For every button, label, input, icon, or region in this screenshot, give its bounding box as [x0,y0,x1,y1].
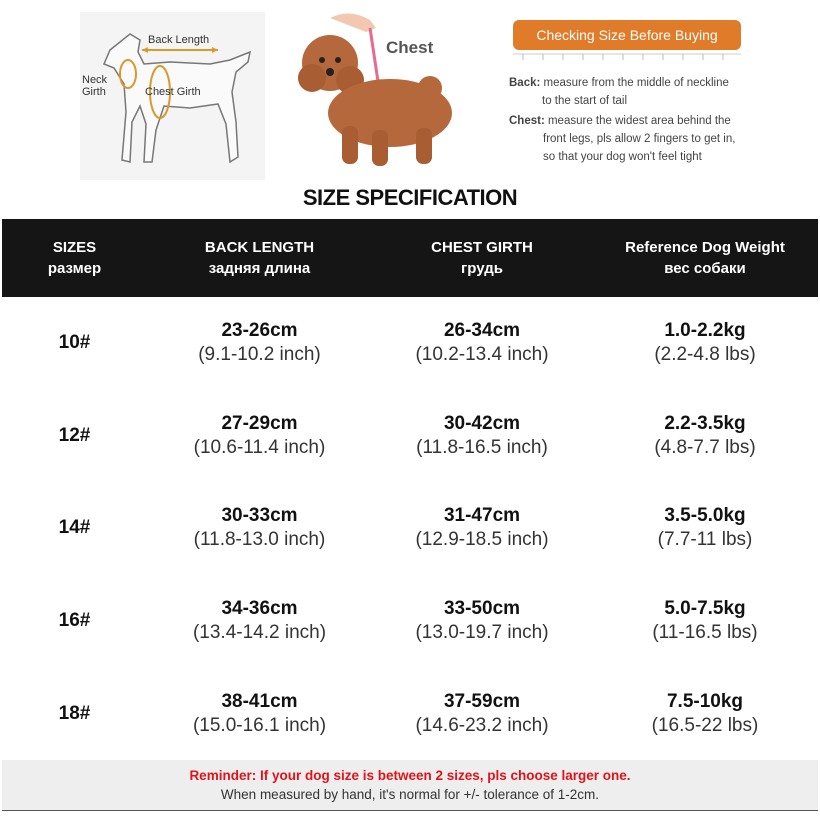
header-dog-weight [592,219,818,297]
size-spec-title: SIZE SPECIFICATION [302,185,518,210]
size-value: 14# [58,517,91,539]
back-length-inch: (11.8-13.0 inch) [193,529,326,551]
chest-girth-inch: (12.9-18.5 inch) [415,529,549,551]
back-instruction-line2: to the start of tail [542,95,628,107]
chest-instruction-text1: measure the widest area behind the [544,115,731,127]
back-length-cm: 27-29cm [221,412,298,434]
poodle-image-icon [290,8,470,174]
size-table [2,219,818,760]
chest-girth-cell [372,390,592,483]
back-length-label: Back Length [148,34,210,46]
table-row [2,390,818,483]
back-length-cell [147,575,372,668]
size-cell [2,667,147,760]
back-length-inch: (13.4-14.2 inch) [192,622,327,644]
back-length-inch: (9.1-10.2 inch) [198,344,321,366]
chest-girth-cm: 37-59cm [443,690,521,712]
chest-instruction-line2: front legs, pls allow 2 fingers to get in, [543,133,736,145]
table-header-row [2,219,818,297]
weight-lbs: (11-16.5 lbs) [652,622,758,644]
weight-cell [592,575,818,668]
chest-girth-inch: (14.6-23.2 inch) [415,714,549,736]
table-row [2,667,818,760]
weight-cell [592,667,818,760]
chest-girth-cell [372,667,592,760]
weight-lbs: (4.8-7.7 lbs) [654,436,756,458]
chest-girth-inch: (11.8-16.5 inch) [416,436,548,458]
size-value: 18# [58,702,91,724]
weight-lbs: (16.5-22 lbs) [651,714,759,736]
bottom-divider [2,810,818,811]
chest-girth-inch: (13.0-19.7 inch) [415,622,549,644]
tape-measure-icon [513,52,741,64]
table-row [2,482,818,575]
back-length-cell [147,482,372,575]
header-back-length [147,219,372,297]
header-back-length-en: BACK LENGTH [204,239,315,256]
footer-note [2,760,818,810]
weight-cell [592,482,818,575]
header-dog-weight-ru: вес собаки [664,260,746,277]
weight-kg: 2.2-3.5kg [664,412,746,434]
back-length-cm: 38-41cm [221,690,298,712]
checking-size-panel [505,14,755,174]
header-sizes-en: SIZES [52,239,97,256]
reminder-text: Reminder: If your dog size is between 2 sizes, pls choose larger one. [189,768,631,783]
size-cell [2,575,147,668]
size-cell [2,482,147,575]
chest-girth-cm: 30-42cm [443,412,521,434]
header-chest-girth-ru: грудь [461,260,503,277]
header-back-length-ru: задняя длина [208,260,311,277]
back-length-cm: 34-36cm [221,598,298,620]
chest-girth-cm: 31-47cm [443,505,521,527]
weight-kg: 7.5-10kg [666,690,744,712]
chest-girth-cell [372,575,592,668]
header-sizes [2,219,147,297]
size-cell [2,390,147,483]
header-chest-girth-en: CHEST GIRTH [431,239,533,256]
weight-kg: 1.0-2.2kg [664,320,746,342]
chest-girth-cm: 33-50cm [443,598,521,620]
table-row [2,297,818,390]
back-length-cell [147,390,372,483]
back-length-cell [147,297,372,390]
size-value: 10# [58,332,91,354]
chest-term: Chest: [509,115,545,127]
size-value: 12# [58,424,91,446]
chest-girth-inch: (10.2-13.4 inch) [415,344,549,366]
weight-cell [592,390,818,483]
dog-measurement-diagram [80,12,265,180]
back-instruction-text1: measure from the middle of neckline [540,77,729,89]
weight-kg: 5.0-7.5kg [664,598,746,620]
back-length-cm: 30-33cm [221,505,298,527]
table-row [2,575,818,668]
weight-lbs: (7.7-11 lbs) [657,529,753,551]
header-dog-weight-en: Reference Dog Weight [625,239,785,256]
back-length-inch: (15.0-16.1 inch) [192,714,327,736]
size-cell [2,297,147,390]
neck-girth-label-line2: Girth [82,86,106,98]
chest-instruction-line1 [509,112,731,130]
size-value: 16# [58,610,91,632]
chest-instruction-line3: so that your dog won't feel tight [543,151,702,163]
chest-girth-cm: 26-34cm [443,320,521,342]
chest-photo-label: Chest [386,38,434,57]
chest-girth-label: Chest Girth [145,86,201,98]
back-length-inch: (10.6-11.4 inch) [193,436,326,458]
illustration-strip [0,0,820,180]
poodle-photo [290,8,470,174]
chest-girth-cell [372,297,592,390]
back-length-cell [147,667,372,760]
back-length-cm: 23-26cm [221,320,298,342]
back-instruction-line1 [509,74,729,92]
weight-cell [592,297,818,390]
weight-lbs: (2.2-4.8 lbs) [654,344,756,366]
chest-girth-cell [372,482,592,575]
header-chest-girth [372,219,592,297]
tolerance-text: When measured by hand, it's normal for +/- tolerance of 1-2cm. [220,787,600,802]
weight-kg: 3.5-5.0kg [664,505,746,527]
header-sizes-ru: размер [47,260,102,277]
checking-size-title: Checking Size Before Buying [513,20,741,50]
back-term: Back: [509,77,541,89]
neck-girth-label-line1: Neck [82,74,108,86]
